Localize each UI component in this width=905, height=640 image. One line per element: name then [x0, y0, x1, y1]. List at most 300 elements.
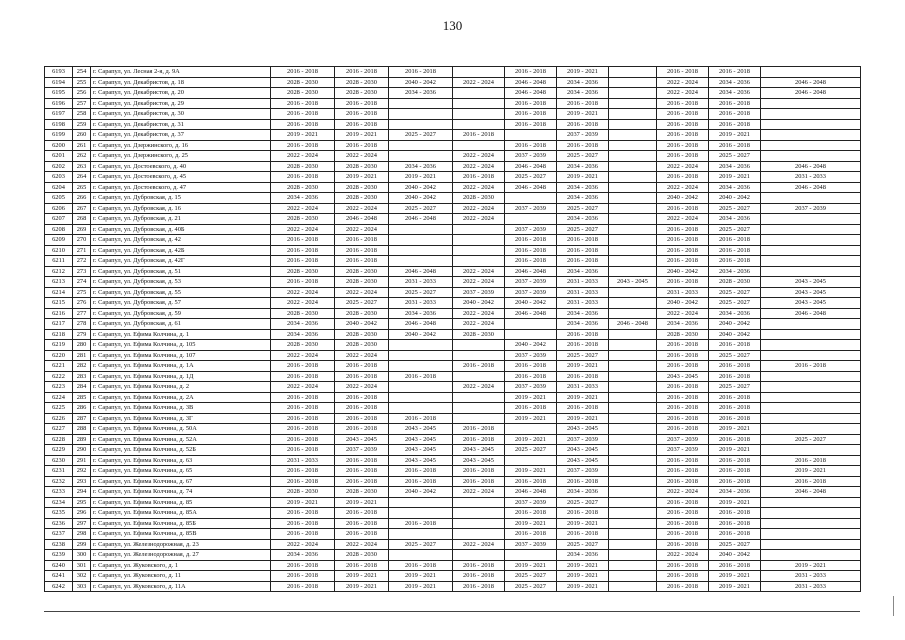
row-global-number: 6195: [45, 88, 73, 99]
period-cell: 2016 - 2018: [709, 476, 761, 487]
table-row: [45, 298, 861, 309]
period-cell: 2034 - 2036: [709, 266, 761, 277]
period-cell: 2025 - 2027: [709, 298, 761, 309]
period-cell: [505, 329, 557, 340]
period-cell: [761, 329, 861, 340]
address-cell: г. Сарапул, ул. Ефима Колчина, д. 2А: [91, 392, 271, 403]
row-global-number: 6215: [45, 298, 73, 309]
period-cell: [609, 581, 657, 592]
period-cell: [453, 392, 505, 403]
period-cell: 2040 - 2042: [389, 77, 453, 88]
period-cell: 2034 - 2036: [557, 182, 609, 193]
address-cell: г. Сарапул, ул. Ефима Колчина, д. 1А: [91, 361, 271, 372]
period-cell: [761, 109, 861, 120]
period-cell: [453, 140, 505, 151]
period-cell: 2037 - 2039: [505, 287, 557, 298]
period-cell: 2016 - 2018: [271, 98, 335, 109]
period-cell: 2046 - 2048: [761, 161, 861, 172]
address-cell: г. Сарапул, ул. Железнодорожная, д. 27: [91, 550, 271, 561]
period-cell: 2022 - 2024: [453, 319, 505, 330]
table-row: [45, 455, 861, 466]
row-local-number: 258: [73, 109, 91, 120]
row-local-number: 267: [73, 203, 91, 214]
period-cell: 2037 - 2039: [657, 445, 709, 456]
period-cell: 2025 - 2027: [709, 382, 761, 393]
row-local-number: 301: [73, 560, 91, 571]
table-row: [45, 371, 861, 382]
period-cell: [761, 130, 861, 141]
period-cell: 2040 - 2042: [335, 319, 389, 330]
period-cell: [389, 256, 453, 267]
address-cell: г. Сарапул, ул. Железнодорожная, д. 23: [91, 539, 271, 550]
row-local-number: 278: [73, 319, 91, 330]
period-cell: [389, 361, 453, 372]
period-cell: [609, 371, 657, 382]
period-cell: 2037 - 2039: [335, 445, 389, 456]
period-cell: [761, 214, 861, 225]
address-cell: г. Сарапул, ул. Ефима Колчина, д. 50А: [91, 424, 271, 435]
row-local-number: 294: [73, 487, 91, 498]
period-cell: 2046 - 2048: [761, 487, 861, 498]
period-cell: 2016 - 2018: [335, 371, 389, 382]
row-global-number: 6231: [45, 466, 73, 477]
period-cell: [609, 224, 657, 235]
row-global-number: 6194: [45, 77, 73, 88]
period-cell: [609, 403, 657, 414]
row-global-number: 6216: [45, 308, 73, 319]
period-cell: 2016 - 2018: [657, 539, 709, 550]
period-cell: 2022 - 2024: [657, 214, 709, 225]
period-cell: 2016 - 2018: [271, 476, 335, 487]
row-local-number: 269: [73, 224, 91, 235]
period-cell: 2016 - 2018: [657, 560, 709, 571]
schedule-table-wrapper: [44, 66, 861, 592]
period-cell: [609, 193, 657, 204]
period-cell: 2019 - 2021: [389, 581, 453, 592]
table-row: [45, 235, 861, 246]
period-cell: 2043 - 2045: [761, 287, 861, 298]
period-cell: 2022 - 2024: [271, 382, 335, 393]
period-cell: [761, 497, 861, 508]
period-cell: [609, 455, 657, 466]
period-cell: 2016 - 2018: [557, 256, 609, 267]
period-cell: 2031 - 2033: [761, 172, 861, 183]
period-cell: 2025 - 2027: [709, 224, 761, 235]
period-cell: [761, 245, 861, 256]
table-row: [45, 98, 861, 109]
period-cell: 2022 - 2024: [453, 382, 505, 393]
row-local-number: 287: [73, 413, 91, 424]
period-cell: 2016 - 2018: [709, 560, 761, 571]
row-global-number: 6238: [45, 539, 73, 550]
period-cell: 2016 - 2018: [709, 371, 761, 382]
period-cell: 2040 - 2042: [453, 298, 505, 309]
period-cell: 2016 - 2018: [271, 571, 335, 582]
period-cell: [609, 203, 657, 214]
period-cell: [389, 497, 453, 508]
period-cell: 2016 - 2018: [709, 235, 761, 246]
period-cell: 2016 - 2018: [271, 560, 335, 571]
table-row: [45, 287, 861, 298]
row-global-number: 6220: [45, 350, 73, 361]
address-cell: г. Сарапул, ул. Декабристов, д. 18: [91, 77, 271, 88]
period-cell: 2043 - 2045: [557, 445, 609, 456]
period-cell: [761, 539, 861, 550]
period-cell: 2022 - 2024: [657, 487, 709, 498]
period-cell: 2016 - 2018: [761, 476, 861, 487]
period-cell: [609, 466, 657, 477]
period-cell: 2025 - 2027: [557, 151, 609, 162]
row-local-number: 302: [73, 571, 91, 582]
period-cell: [609, 350, 657, 361]
period-cell: 2016 - 2018: [709, 455, 761, 466]
period-cell: 2028 - 2030: [335, 161, 389, 172]
period-cell: [389, 529, 453, 540]
period-cell: 2016 - 2018: [557, 235, 609, 246]
period-cell: [505, 424, 557, 435]
period-cell: 2034 - 2036: [557, 319, 609, 330]
period-cell: 2016 - 2018: [505, 109, 557, 120]
period-cell: 2016 - 2018: [657, 508, 709, 519]
row-local-number: 292: [73, 466, 91, 477]
period-cell: 2016 - 2018: [335, 424, 389, 435]
period-cell: [761, 529, 861, 540]
period-cell: 2019 - 2021: [761, 466, 861, 477]
period-cell: 2016 - 2018: [335, 119, 389, 130]
address-cell: г. Сарапул, ул. Ефима Колчина, д. 52А: [91, 434, 271, 445]
period-cell: 2034 - 2036: [271, 193, 335, 204]
period-cell: [609, 235, 657, 246]
row-global-number: 6205: [45, 193, 73, 204]
period-cell: [761, 508, 861, 519]
row-local-number: 283: [73, 371, 91, 382]
address-cell: г. Сарапул, ул. Ефима Колчина, д. 3В: [91, 403, 271, 414]
address-cell: г. Сарапул, ул. Ефима Колчина, д. 1Д: [91, 371, 271, 382]
period-cell: [609, 476, 657, 487]
period-cell: [609, 529, 657, 540]
period-cell: 2028 - 2030: [271, 182, 335, 193]
period-cell: [761, 224, 861, 235]
period-cell: [453, 119, 505, 130]
period-cell: 2031 - 2033: [389, 298, 453, 309]
period-cell: 2037 - 2039: [557, 130, 609, 141]
period-cell: 2016 - 2018: [657, 466, 709, 477]
period-cell: 2019 - 2021: [557, 581, 609, 592]
table-row: [45, 403, 861, 414]
period-cell: [761, 67, 861, 78]
period-cell: [389, 98, 453, 109]
period-cell: 2016 - 2018: [657, 518, 709, 529]
period-cell: 2016 - 2018: [453, 130, 505, 141]
period-cell: 2043 - 2045: [389, 434, 453, 445]
period-cell: 2016 - 2018: [657, 140, 709, 151]
row-global-number: 6200: [45, 140, 73, 151]
period-cell: 2016 - 2018: [709, 529, 761, 540]
period-cell: 2034 - 2036: [709, 308, 761, 319]
period-cell: [389, 392, 453, 403]
period-cell: 2016 - 2018: [271, 424, 335, 435]
period-cell: 2016 - 2018: [271, 235, 335, 246]
period-cell: 2046 - 2048: [505, 182, 557, 193]
period-cell: [389, 245, 453, 256]
period-cell: 2043 - 2045: [761, 277, 861, 288]
row-global-number: 6217: [45, 319, 73, 330]
period-cell: 2043 - 2045: [453, 455, 505, 466]
period-cell: 2016 - 2018: [271, 392, 335, 403]
period-cell: 2046 - 2048: [389, 214, 453, 225]
period-cell: 2016 - 2018: [709, 508, 761, 519]
address-cell: г. Сарапул, ул. Ефима Колчина, д. 107: [91, 350, 271, 361]
period-cell: 2016 - 2018: [505, 508, 557, 519]
period-cell: 2022 - 2024: [453, 203, 505, 214]
row-global-number: 6239: [45, 550, 73, 561]
row-local-number: 257: [73, 98, 91, 109]
period-cell: 2016 - 2018: [557, 529, 609, 540]
row-local-number: 290: [73, 445, 91, 456]
period-cell: 2016 - 2018: [335, 98, 389, 109]
period-cell: [761, 151, 861, 162]
row-global-number: 6210: [45, 245, 73, 256]
period-cell: 2016 - 2018: [709, 340, 761, 351]
address-cell: г. Сарапул, ул. Декабристов, д. 37: [91, 130, 271, 141]
row-global-number: 6198: [45, 119, 73, 130]
period-cell: [453, 508, 505, 519]
row-local-number: 297: [73, 518, 91, 529]
period-cell: 2028 - 2030: [335, 329, 389, 340]
period-cell: 2019 - 2021: [505, 560, 557, 571]
period-cell: 2016 - 2018: [505, 245, 557, 256]
period-cell: 2016 - 2018: [657, 424, 709, 435]
period-cell: 2043 - 2045: [389, 455, 453, 466]
period-cell: 2034 - 2036: [557, 487, 609, 498]
address-cell: г. Сарапул, ул. Ефима Колчина, д. 85: [91, 497, 271, 508]
period-cell: 2040 - 2042: [657, 193, 709, 204]
period-cell: 2016 - 2018: [709, 413, 761, 424]
address-cell: г. Сарапул, ул. Ефима Колчина, д. 52Б: [91, 445, 271, 456]
row-local-number: 288: [73, 424, 91, 435]
period-cell: 2016 - 2018: [271, 172, 335, 183]
period-cell: 2025 - 2027: [709, 151, 761, 162]
period-cell: [453, 371, 505, 382]
period-cell: 2016 - 2018: [657, 403, 709, 414]
period-cell: 2028 - 2030: [335, 193, 389, 204]
period-cell: 2025 - 2027: [505, 581, 557, 592]
period-cell: 2016 - 2018: [335, 508, 389, 519]
period-cell: 2034 - 2036: [557, 550, 609, 561]
period-cell: [453, 403, 505, 414]
period-cell: [609, 109, 657, 120]
period-cell: 2022 - 2024: [453, 161, 505, 172]
table-row: [45, 277, 861, 288]
row-global-number: 6227: [45, 424, 73, 435]
period-cell: 2031 - 2033: [557, 277, 609, 288]
period-cell: [609, 172, 657, 183]
period-cell: 2034 - 2036: [389, 161, 453, 172]
period-cell: 2016 - 2018: [335, 518, 389, 529]
period-cell: 2037 - 2039: [505, 203, 557, 214]
row-global-number: 6219: [45, 340, 73, 351]
period-cell: 2025 - 2027: [505, 445, 557, 456]
period-cell: 2016 - 2018: [335, 392, 389, 403]
period-cell: 2016 - 2018: [557, 140, 609, 151]
period-cell: 2022 - 2024: [657, 88, 709, 99]
period-cell: 2034 - 2036: [389, 308, 453, 319]
row-local-number: 295: [73, 497, 91, 508]
row-local-number: 296: [73, 508, 91, 519]
period-cell: 2046 - 2048: [335, 214, 389, 225]
address-cell: г. Сарапул, ул. Ефима Колчина, д. 67: [91, 476, 271, 487]
period-cell: 2016 - 2018: [271, 508, 335, 519]
period-cell: 2016 - 2018: [657, 392, 709, 403]
table-row: [45, 571, 861, 582]
period-cell: 2016 - 2018: [453, 361, 505, 372]
period-cell: [505, 193, 557, 204]
period-cell: [609, 518, 657, 529]
period-cell: [609, 487, 657, 498]
table-row: [45, 193, 861, 204]
period-cell: 2016 - 2018: [657, 571, 709, 582]
period-cell: [761, 119, 861, 130]
table-row: [45, 560, 861, 571]
period-cell: 2016 - 2018: [335, 560, 389, 571]
period-cell: 2025 - 2027: [557, 539, 609, 550]
period-cell: 2025 - 2027: [505, 172, 557, 183]
table-row: [45, 476, 861, 487]
table-row: [45, 151, 861, 162]
period-cell: 2022 - 2024: [271, 298, 335, 309]
period-cell: 2031 - 2033: [271, 455, 335, 466]
period-cell: 2019 - 2021: [557, 413, 609, 424]
period-cell: [761, 445, 861, 456]
period-cell: 2016 - 2018: [657, 67, 709, 78]
period-cell: 2034 - 2036: [557, 77, 609, 88]
period-cell: 2022 - 2024: [657, 77, 709, 88]
row-local-number: 263: [73, 161, 91, 172]
address-cell: г. Сарапул, ул. Декабристов, д. 31: [91, 119, 271, 130]
table-row: [45, 119, 861, 130]
table-row: [45, 203, 861, 214]
period-cell: 2034 - 2036: [709, 77, 761, 88]
row-global-number: 6237: [45, 529, 73, 540]
table-row: [45, 392, 861, 403]
period-cell: 2019 - 2021: [389, 571, 453, 582]
table-row: [45, 581, 861, 592]
period-cell: 2016 - 2018: [657, 172, 709, 183]
period-cell: 2016 - 2018: [335, 361, 389, 372]
period-cell: 2016 - 2018: [557, 98, 609, 109]
period-cell: 2025 - 2027: [761, 434, 861, 445]
period-cell: 2046 - 2048: [609, 319, 657, 330]
period-cell: [453, 340, 505, 351]
period-cell: 2046 - 2048: [389, 266, 453, 277]
address-cell: г. Сарапул, ул. Декабристов, д. 20: [91, 88, 271, 99]
period-cell: [453, 550, 505, 561]
row-local-number: 265: [73, 182, 91, 193]
period-cell: [761, 340, 861, 351]
period-cell: [389, 340, 453, 351]
row-local-number: 280: [73, 340, 91, 351]
period-cell: 2016 - 2018: [709, 119, 761, 130]
row-local-number: 277: [73, 308, 91, 319]
period-cell: [609, 340, 657, 351]
period-cell: 2028 - 2030: [335, 340, 389, 351]
period-cell: 2028 - 2030: [271, 308, 335, 319]
period-cell: 2016 - 2018: [657, 109, 709, 120]
period-cell: 2016 - 2018: [709, 434, 761, 445]
period-cell: 2016 - 2018: [709, 392, 761, 403]
period-cell: 2037 - 2039: [505, 277, 557, 288]
period-cell: 2016 - 2018: [657, 413, 709, 424]
table-row: [45, 361, 861, 372]
row-global-number: 6241: [45, 571, 73, 582]
period-cell: [761, 382, 861, 393]
period-cell: 2022 - 2024: [335, 539, 389, 550]
period-cell: 2019 - 2021: [557, 67, 609, 78]
period-cell: 2040 - 2042: [709, 550, 761, 561]
period-cell: [761, 98, 861, 109]
period-cell: [761, 550, 861, 561]
period-cell: 2040 - 2042: [657, 266, 709, 277]
period-cell: 2046 - 2048: [505, 487, 557, 498]
period-cell: 2034 - 2036: [657, 319, 709, 330]
period-cell: 2016 - 2018: [709, 140, 761, 151]
period-cell: 2028 - 2030: [271, 214, 335, 225]
period-cell: 2016 - 2018: [557, 245, 609, 256]
period-cell: [761, 256, 861, 267]
row-local-number: 293: [73, 476, 91, 487]
period-cell: 2019 - 2021: [335, 571, 389, 582]
address-cell: г. Сарапул, ул. Дубровская, д. 53: [91, 277, 271, 288]
period-cell: 2022 - 2024: [335, 151, 389, 162]
period-cell: [761, 266, 861, 277]
address-cell: г. Сарапул, ул. Дубровская, д. 42Б: [91, 245, 271, 256]
period-cell: 2016 - 2018: [709, 403, 761, 414]
period-cell: [761, 235, 861, 246]
table-row: [45, 434, 861, 445]
period-cell: [453, 88, 505, 99]
period-cell: 2022 - 2024: [657, 182, 709, 193]
period-cell: 2016 - 2018: [453, 466, 505, 477]
period-cell: 2022 - 2024: [453, 151, 505, 162]
period-cell: 2028 - 2030: [709, 277, 761, 288]
period-cell: 2043 - 2045: [557, 424, 609, 435]
table-row: [45, 466, 861, 477]
period-cell: 2043 - 2045: [335, 434, 389, 445]
period-cell: 2016 - 2018: [657, 151, 709, 162]
period-cell: 2025 - 2027: [709, 350, 761, 361]
row-global-number: 6234: [45, 497, 73, 508]
period-cell: 2040 - 2042: [657, 298, 709, 309]
period-cell: 2034 - 2036: [709, 487, 761, 498]
period-cell: 2031 - 2033: [557, 298, 609, 309]
period-cell: 2016 - 2018: [657, 476, 709, 487]
address-cell: г. Сарапул, ул. Ефима Колчина, д. 85В: [91, 529, 271, 540]
period-cell: 2016 - 2018: [709, 466, 761, 477]
period-cell: 2034 - 2036: [557, 308, 609, 319]
period-cell: 2016 - 2018: [505, 140, 557, 151]
period-cell: 2019 - 2021: [709, 424, 761, 435]
period-cell: 2016 - 2018: [657, 224, 709, 235]
row-local-number: 260: [73, 130, 91, 141]
period-cell: 2019 - 2021: [709, 497, 761, 508]
period-cell: 2037 - 2039: [557, 434, 609, 445]
period-cell: 2016 - 2018: [505, 371, 557, 382]
period-cell: 2043 - 2045: [761, 298, 861, 309]
row-local-number: 275: [73, 287, 91, 298]
period-cell: 2025 - 2027: [557, 203, 609, 214]
period-cell: 2016 - 2018: [557, 371, 609, 382]
address-cell: г. Сарапул, ул. Ефима Колчина, д. 65: [91, 466, 271, 477]
